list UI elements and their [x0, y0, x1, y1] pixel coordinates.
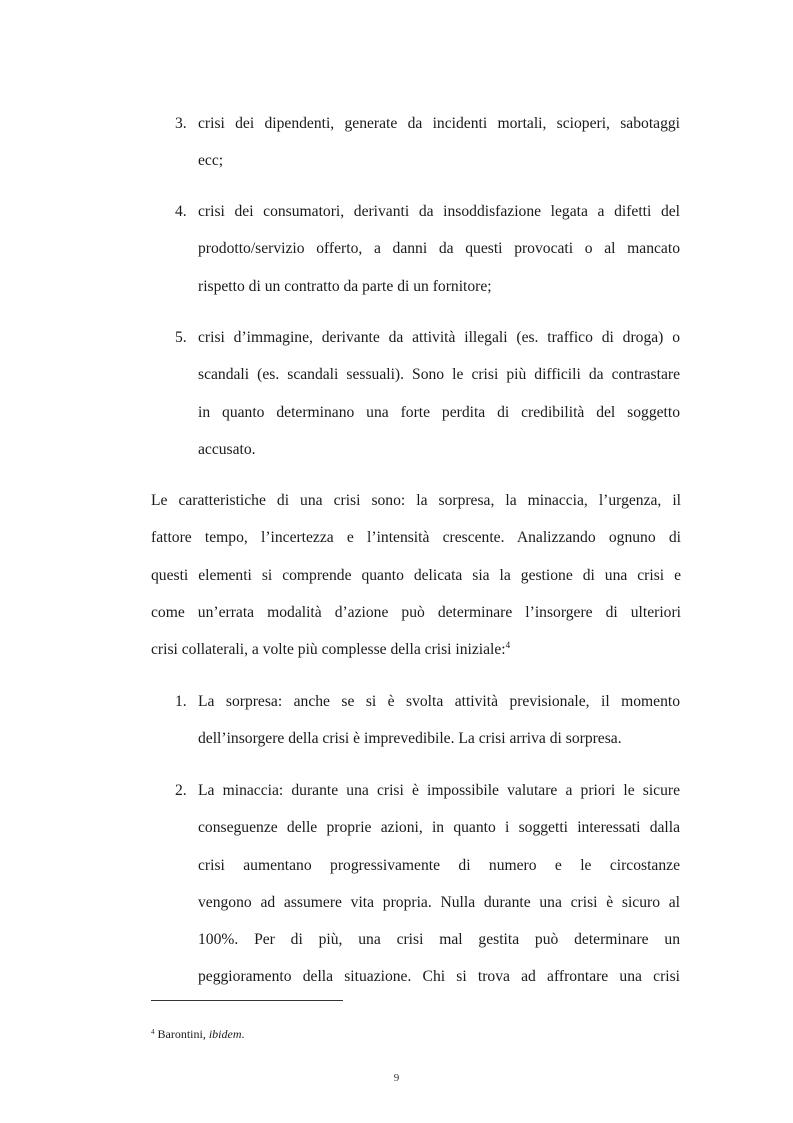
text-line: prodotto/servizio offerto, a danni da questi provocati o al mancato: [198, 240, 680, 258]
footnote-end: .: [241, 1027, 245, 1041]
list-item-text: [198, 193, 680, 305]
text-line: crisi dei dipendenti, generate da incidenti mortali, scioperi, sabotaggi: [198, 115, 680, 132]
footnote-reference[interactable]: 4: [505, 640, 511, 651]
text-line: dell’insorgere della crisi è imprevedibile. La crisi arriva di sorpresa.: [198, 730, 622, 748]
text-line: questi elementi si comprende quanto delicata sia la gestione di una crisi e: [151, 566, 681, 584]
list-item-text: [198, 105, 680, 180]
text-line: crisi d’immagine, derivante da attività illegali (es. traffico di droga) o: [198, 329, 680, 346]
text-line: ecc;: [198, 152, 224, 170]
text-line: crisi dei consumatori, derivanti da insoddisfazione legata a difetti del: [198, 203, 680, 220]
text-line: La sorpresa: anche se si è svolta attività previsionale, il momento: [198, 693, 680, 710]
text-line: fattore tempo, l’incertezza e l’intensità crescente. Analizzando ognuno di: [151, 529, 681, 547]
list-number: 5.: [175, 329, 187, 346]
footnote-author: Barontini,: [157, 1027, 206, 1041]
text-line: 100%. Per di più, una crisi mal gestita può determinare un: [198, 931, 680, 949]
text-line: [151, 631, 681, 668]
text-line: conseguenze delle proprie azioni, in quanto i soggetti interessati dalla: [198, 819, 680, 837]
text-line-content: crisi collaterali, a volte più complesse della crisi iniziale:: [151, 641, 506, 659]
text-line: Le caratteristiche di una crisi sono: la sorpresa, la minaccia, l’urgenza, il: [151, 492, 681, 509]
text-line: La minaccia: durante una crisi è impossibile valutare a priori le sicure: [198, 782, 680, 799]
list-item-text: [198, 772, 680, 996]
footnote-marker: 4: [151, 1028, 155, 1036]
text-line: crisi aumentano progressivamente di numero e le circostanze: [198, 856, 680, 874]
list-number: 3.: [175, 115, 187, 132]
text-line: peggioramento della situazione. Chi si trova ad affrontare una crisi: [198, 968, 680, 986]
footnote: [151, 1026, 245, 1042]
list-number: 1.: [175, 693, 187, 710]
list-number: 2.: [175, 782, 187, 799]
page-number: 9: [393, 1072, 400, 1084]
footnote-divider: [151, 1000, 343, 1001]
text-line: accusato.: [198, 440, 256, 458]
list-item-text: [198, 319, 680, 468]
list-item-text: [198, 683, 680, 758]
text-line: vengono ad assumere vita propria. Nulla durante una crisi è sicuro al: [198, 893, 680, 911]
text-line: scandali (es. scandali sessuali). Sono le crisi più difficili da contrastare: [198, 366, 680, 384]
list-number: 4.: [175, 203, 187, 220]
text-line: in quanto determinano una forte perdita di credibilità del soggetto: [198, 403, 680, 421]
body-paragraph: [151, 482, 681, 668]
text-line: come un’errata modalità d’azione può determinare l’insorgere di ulteriori: [151, 603, 681, 621]
text-line: rispetto di un contratto da parte di un fornitore;: [198, 277, 492, 295]
footnote-work: ibidem: [208, 1027, 242, 1041]
